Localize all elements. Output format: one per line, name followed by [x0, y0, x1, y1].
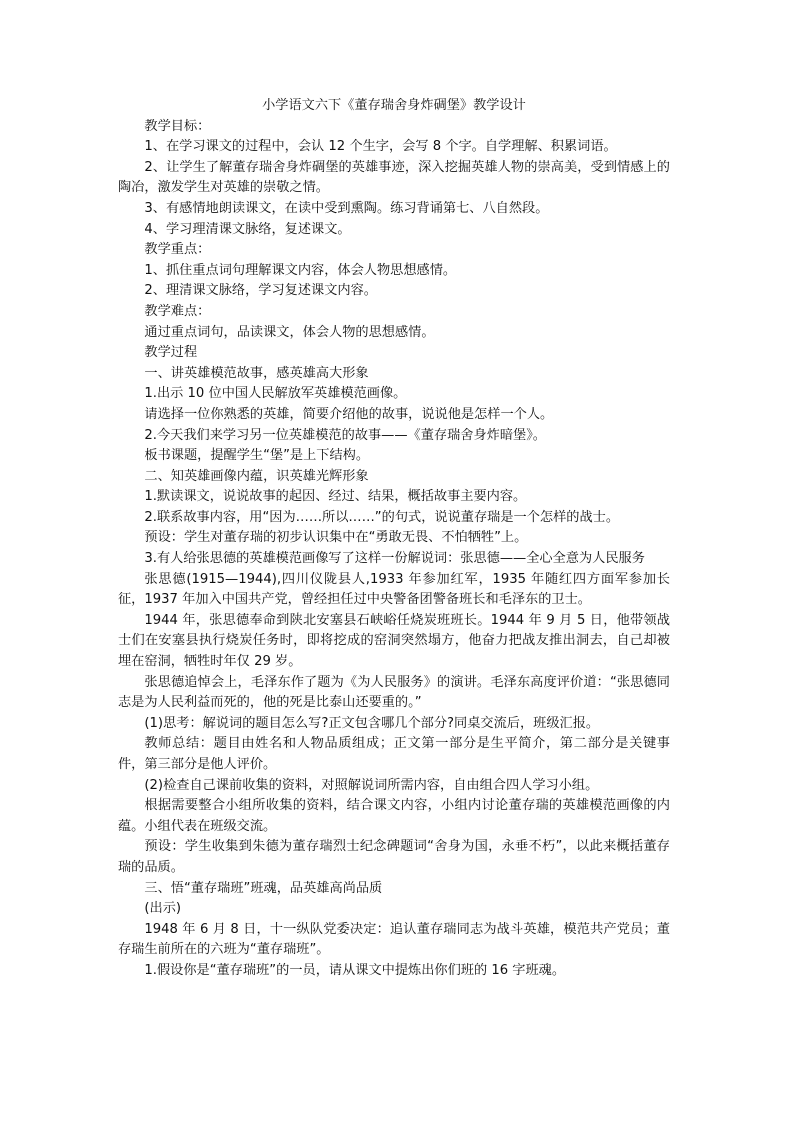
paragraph: 1944 年，张思德奉命到陕北安塞县石峡峪任烧炭班班长。1944 年 9 月 5 日，他带领战士们在安塞县执行烧炭任务时，即将挖成的窑洞突然塌方，他奋力把战友推出洞去，自己却被埋在窑洞，牺牲时年仅 29 岁。: [118, 612, 670, 670]
paragraph: 1、在学习课文的过程中，会认 12 个生字，会写 8 个字。自学理解、积累词语。: [144, 139, 617, 155]
paragraph: 张思德追悼会上，毛泽东作了题为《为人民服务》的演讲。毛泽东高度评价道：“张思德同志是为人民利益而死的，他的死是比泰山还要重的。”: [118, 674, 670, 711]
paragraph: 教学难点：: [144, 303, 211, 319]
paragraph: (2)检查自己课前收集的资料，对照解说词所需内容，自由组合四人学习小组。: [144, 777, 599, 793]
paragraph: 1.默读课文，说说故事的起因、经过、结果，概括故事主要内容。: [144, 489, 527, 505]
paragraph: 2、让学生了解董存瑞舍身炸碉堡的英雄事迹，深入挖掘英雄人物的崇高美，受到情感上的陶冶，激发学生对英雄的崇敬之情。: [118, 159, 670, 196]
paragraph: 张思德(1915—1944),四川仪陇县人,1933 年参加红军，1935 年随红四方面军参加长征，1937 年加入中国共产党，曾经担任过中央警备团警备班长和毛泽东的卫士。: [118, 571, 670, 608]
paragraph: 教学重点：: [144, 242, 211, 258]
paragraph: 教学过程: [144, 345, 198, 361]
paragraph: 根据需要整合小组所收集的资料，结合课文内容，小组内讨论董存瑞的英雄模范画像的内蕴。小组代表在班级交流。: [118, 798, 670, 834]
paragraph: 4、学习理清课文脉络，复述课文。: [144, 221, 351, 237]
paragraph: 2、理清课文脉络，学习复述课文内容。: [144, 283, 377, 299]
paragraph: 请选择一位你熟悉的英雄，简要介绍他的故事，说说他是怎样一个人。: [144, 406, 554, 422]
document-body: [118, 117, 670, 982]
paragraph: 三、悟“董存瑞班”班魂，品英雄高尚品质: [144, 880, 383, 896]
paragraph: 教学目标：: [144, 118, 211, 134]
paragraph: 板书课题，提醒学生“堡”是上下结构。: [144, 448, 370, 464]
paragraph: 1.出示 10 位中国人民解放军英雄模范画像。: [144, 386, 407, 402]
paragraph: 2.今天我们来学习另一位英雄模范的故事——《董存瑞舍身炸暗堡》。: [144, 427, 546, 443]
paragraph: 3、有感情地朗读课文，在读中受到熏陶。练习背诵第七、八自然段。: [144, 200, 549, 216]
paragraph: 1948 年 6 月 8 日，十一纵队党委决定：追认董存瑞同志为战斗英雄，模范共产党员；董存瑞生前所在的六班为“董存瑞班”。: [118, 921, 670, 958]
document-page: [118, 96, 670, 982]
document-title: 小学语文六下《董存瑞舍身炸碉堡》教学设计: [262, 98, 526, 113]
paragraph: 1、抓住重点词句理解课文内容，体会人物思想感情。: [144, 262, 457, 278]
paragraph: 3.有人给张思德的英雄模范画像写了这样一份解说词：张思德——全心全意为人民服务: [144, 551, 645, 567]
paragraph: 1.假设你是“董存瑞班”的一员，请从课文中提炼出你们班的 16 字班魂。: [144, 962, 566, 978]
paragraph: (出示): [144, 901, 182, 917]
paragraph: 预设：学生对董存瑞的初步认识集中在“勇敢无畏、不怕牺牲”上。: [144, 530, 528, 546]
paragraph: 预设：学生收集到朱德为董存瑞烈士纪念碑题词“舍身为国，永垂不朽”，以此来概括董存瑞的品质。: [118, 839, 670, 875]
paragraph: 教师总结：题目由姓名和人物品质组成；正文第一部分是生平简介，第二部分是关键事件，第三部分是他人评价。: [118, 736, 670, 772]
paragraph: 一、讲英雄模范故事，感英雄高大形象: [144, 365, 369, 381]
paragraph: 2.联系故事内容，用“因为……所以……”的句式，说说董存瑞是一个怎样的战士。: [144, 509, 620, 525]
paragraph: (1)思考：解说词的题目怎么写?正文包含哪几个部分?同桌交流后，班级汇报。: [144, 715, 600, 731]
paragraph: 二、知英雄画像内蕴，识英雄光辉形象: [144, 468, 369, 484]
paragraph: 通过重点词句，品读课文，体会人物的思想感情。: [144, 324, 435, 340]
